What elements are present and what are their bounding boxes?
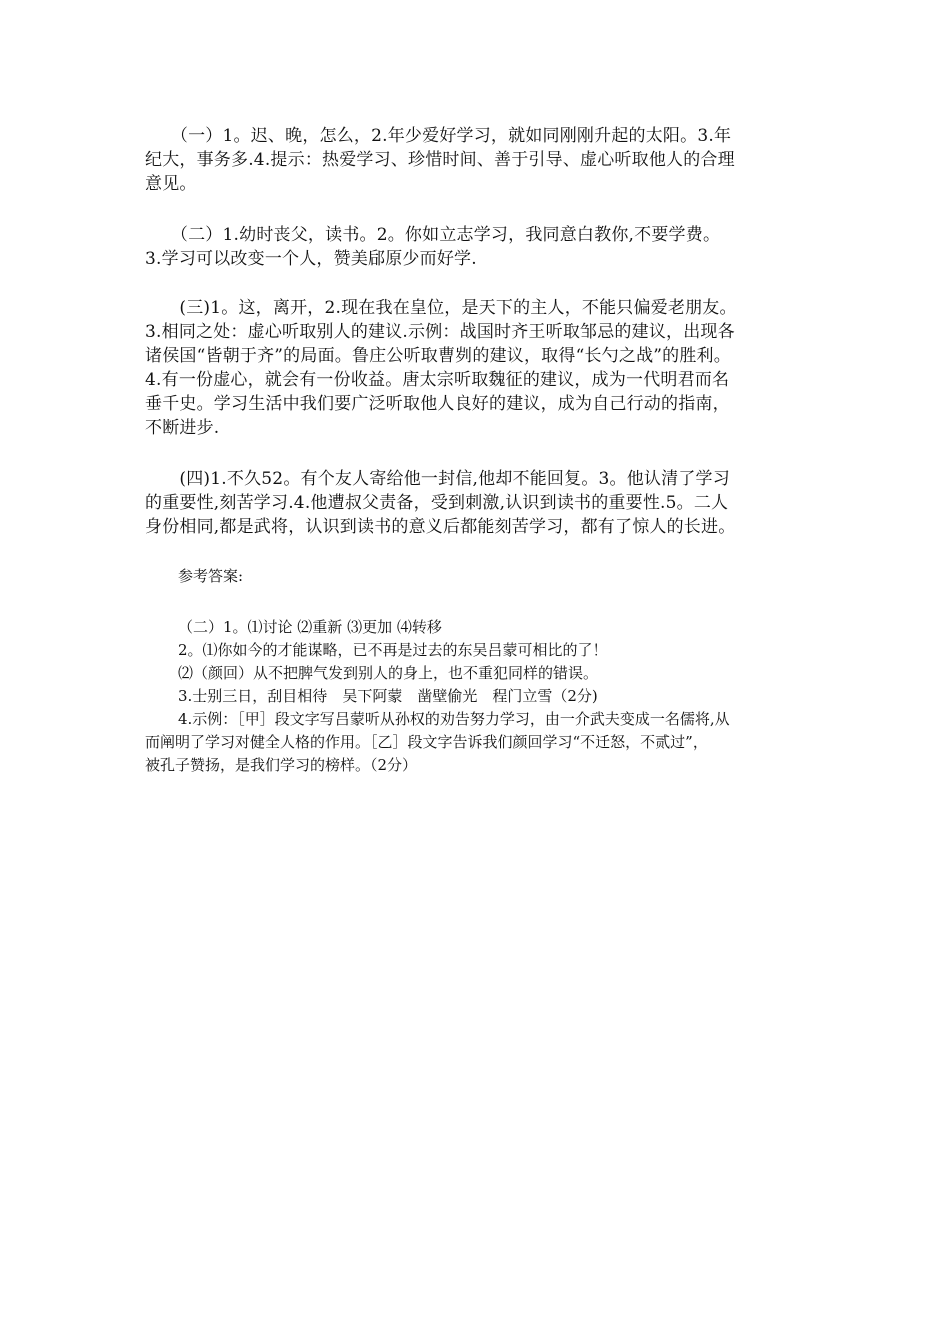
reference-answers (145, 616, 825, 777)
reference-line: 2。⑴你如今的才能谋略，已不再是过去的东吴吕蒙可相比的了！ (178, 641, 608, 659)
answer-section-4 (145, 467, 825, 539)
text-line: 3.相同之处：虚心听取别人的建议.示例：战国时齐王听取邹忌的建议，出现各 (145, 322, 735, 342)
answer-paragraph-3 (145, 296, 825, 440)
text-line: 3.学习可以改变一个人，赞美郈原少而好学. (145, 249, 477, 269)
text-line: 4.有一份虚心，就会有一份收益。唐太宗听取魏征的建议，成为一代明君而名 (145, 370, 730, 390)
reference-line: 而阐明了学习对健全人格的作用。［乙］段文字告诉我们颜回学习“不迁怒，不贰过”， (145, 733, 708, 751)
answer-paragraph-2 (145, 223, 825, 271)
reference-line: （二）1。⑴讨论 ⑵重新 ⑶更加 ⑷转移 (178, 618, 442, 636)
answer-section-1 (145, 124, 825, 196)
text-line: 不断进步. (145, 418, 220, 438)
text-line: (四)1.不久52。有个友人寄给他一封信,他却不能回复。3。他认清了学习 (145, 469, 730, 489)
text-line: （一）1。迟、晚，怎么，2.年少爱好学习，就如同刚刚升起的太阳。3.年 (145, 126, 732, 146)
answer-paragraph-4 (145, 467, 825, 539)
text-line: 诸侯国“皆朝于齐”的局面。鲁庄公听取曹刿的建议，取得“长勺之战”的胜利。 (145, 346, 731, 366)
answer-section-2 (145, 223, 825, 271)
reference-line: 4.示例：［甲］段文字写吕蒙听从孙权的劝告努力学习，由一介武夫变成一名儒将,从 (178, 710, 730, 728)
text-line: 垂千史。学习生活中我们要广泛听取他人良好的建议，成为自己行动的指南， (145, 394, 730, 414)
reference-answers-title: 参考答案: (178, 567, 244, 585)
text-line: (三)1。这，离开，2.现在我在皇位，是天下的主人，不能只偏爱老朋友。 (145, 298, 737, 318)
text-line: （二）1.幼时丧父，读书。2。你如立志学习，我同意白教你,不要学费。 (145, 225, 721, 245)
reference-line: ⑵（颜回）从不把脾气发到别人的身上，也不重犯同样的错误。 (178, 664, 599, 682)
reference-line: 3.士别三日，刮目相待 吴下阿蒙 凿壁偷光 程门立雪（2分) (178, 687, 598, 705)
reference-line: 被孔子赞扬，是我们学习的榜样。（2分） (145, 756, 418, 774)
text-line: 纪大，事务多.4.提示：热爱学习、珍惜时间、善于引导、虚心听取他人的合理 (145, 150, 735, 170)
text-line: 的重要性,刻苦学习.4.他遭叔父责备，受到刺激,认识到读书的重要性.5。二人 (145, 493, 729, 513)
text-line: 意见。 (145, 174, 197, 194)
answer-paragraph-1 (145, 124, 825, 196)
text-line: 身份相同,都是武将，认识到读书的意义后都能刻苦学习，都有了惊人的长进。 (145, 517, 736, 537)
answer-section-3 (145, 296, 825, 440)
